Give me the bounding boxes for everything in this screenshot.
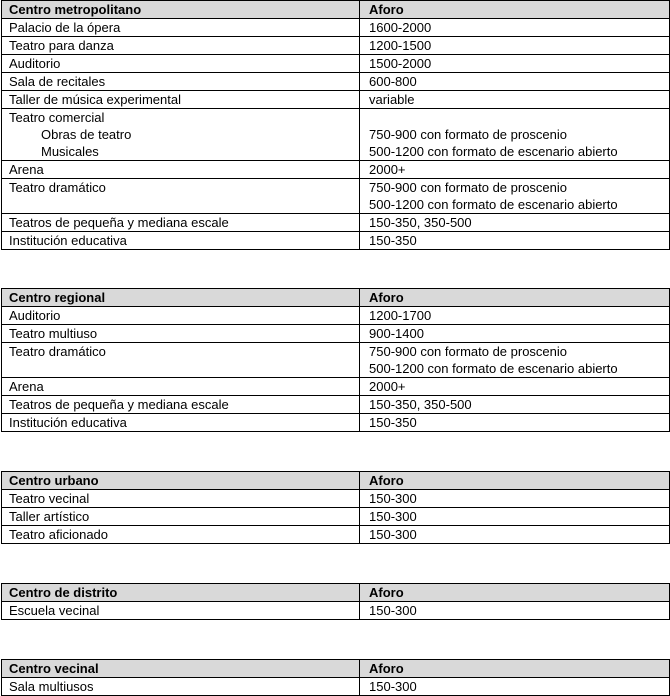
venue-cell [2, 37, 360, 55]
column-header-category: Centro urbano [2, 472, 360, 490]
capacity-table-centro-urbano [1, 471, 670, 544]
venue-label: Taller artístico [9, 509, 90, 524]
capacity-table-centro-metropolitano [1, 0, 670, 250]
venue-cell [2, 343, 360, 378]
aforo-value: 750-900 con formato de proscenio [369, 127, 568, 142]
table-row [2, 602, 670, 620]
venue-label: Escuela vecinal [9, 603, 100, 618]
table-header-row [2, 1, 670, 19]
aforo-value: 150-300 [369, 679, 417, 694]
aforo-cell [360, 179, 670, 214]
aforo-cell [360, 526, 670, 544]
aforo-cell [360, 55, 670, 73]
aforo-value: 150-350, 350-500 [369, 215, 472, 230]
aforo-value: 150-350 [369, 233, 417, 248]
aforo-cell [360, 325, 670, 343]
venue-label: Teatros de pequeña y mediana escale [9, 397, 229, 412]
venue-cell [2, 307, 360, 325]
venue-label: Sala de recitales [9, 74, 106, 89]
venue-cell [2, 179, 360, 214]
column-header-aforo: Aforo [360, 584, 670, 602]
aforo-cell [360, 343, 670, 378]
column-header-category: Centro regional [2, 289, 360, 307]
aforo-cell [360, 37, 670, 55]
venue-cell [2, 508, 360, 526]
aforo-value: 500-1200 con formato de escenario abierto [369, 361, 618, 376]
sub-venue-label: Musicales [41, 144, 99, 159]
aforo-value: 900-1400 [369, 326, 424, 341]
aforo-cell [360, 678, 670, 696]
aforo-value: 750-900 con formato de proscenio [369, 344, 568, 359]
aforo-cell [360, 414, 670, 432]
table-row [2, 325, 670, 343]
venue-cell [2, 19, 360, 37]
venue-label: Teatro para danza [9, 38, 114, 53]
venue-label: Arena [9, 379, 44, 394]
aforo-value: 150-300 [369, 603, 417, 618]
venue-label: Teatros de pequeña y mediana escale [9, 215, 229, 230]
table-row [2, 396, 670, 414]
aforo-cell [360, 232, 670, 250]
table-row [2, 307, 670, 325]
venue-label: Teatro aficionado [9, 527, 109, 542]
venue-label: Teatro dramático [9, 344, 106, 359]
venue-cell [2, 109, 360, 161]
table-row [2, 378, 670, 396]
table-row [2, 526, 670, 544]
aforo-cell [360, 19, 670, 37]
venue-label: Teatro comercial [9, 110, 105, 125]
aforo-value: 150-300 [369, 509, 417, 524]
table-row [2, 73, 670, 91]
table-row [2, 37, 670, 55]
table-row [2, 109, 670, 161]
venue-cell [2, 325, 360, 343]
venue-cell [2, 678, 360, 696]
table-row [2, 179, 670, 214]
column-header-category: Centro metropolitano [2, 1, 360, 19]
venue-label: Auditorio [9, 56, 61, 71]
aforo-value: 500-1200 con formato de escenario abierto [369, 144, 618, 159]
venue-label: Taller de música experimental [9, 92, 181, 107]
table-row [2, 508, 670, 526]
aforo-value [369, 109, 669, 126]
table-row [2, 161, 670, 179]
capacity-table-centro-vecinal [1, 659, 670, 696]
aforo-value: 150-300 [369, 527, 417, 542]
column-header-aforo: Aforo [360, 660, 670, 678]
aforo-cell [360, 396, 670, 414]
table-row [2, 55, 670, 73]
venue-label: Teatro vecinal [9, 491, 90, 506]
column-header-aforo: Aforo [360, 472, 670, 490]
column-header-aforo: Aforo [360, 289, 670, 307]
capacity-table-centro-regional [1, 288, 670, 432]
venue-cell [2, 161, 360, 179]
venue-cell [2, 526, 360, 544]
aforo-value: 600-800 [369, 74, 417, 89]
table-row [2, 414, 670, 432]
venue-label: Arena [9, 162, 44, 177]
aforo-cell [360, 91, 670, 109]
table-row [2, 490, 670, 508]
venue-cell [2, 414, 360, 432]
capacity-table-centro-de-distrito [1, 583, 670, 620]
aforo-value: 1200-1500 [369, 38, 432, 53]
venue-label: Teatro multiuso [9, 326, 98, 341]
table-row [2, 232, 670, 250]
venue-label: Institución educativa [9, 415, 127, 430]
aforo-cell [360, 161, 670, 179]
venue-cell [2, 602, 360, 620]
venue-cell [2, 378, 360, 396]
table-row [2, 678, 670, 696]
table-header-row [2, 472, 670, 490]
aforo-cell [360, 378, 670, 396]
table-row [2, 91, 670, 109]
aforo-value: 1200-1700 [369, 308, 432, 323]
aforo-value: 2000+ [369, 379, 406, 394]
table-row [2, 214, 670, 232]
aforo-value: 2000+ [369, 162, 406, 177]
venue-label: Institución educativa [9, 233, 127, 248]
table-row [2, 343, 670, 378]
column-header-category: Centro de distrito [2, 584, 360, 602]
venue-label: Teatro dramático [9, 180, 106, 195]
aforo-cell [360, 109, 670, 161]
venue-label: Palacio de la ópera [9, 20, 121, 35]
venue-cell [2, 232, 360, 250]
aforo-value: variable [369, 92, 415, 107]
venue-cell [2, 214, 360, 232]
column-header-aforo: Aforo [360, 1, 670, 19]
aforo-value: 150-350, 350-500 [369, 397, 472, 412]
venue-cell [2, 91, 360, 109]
table-row [2, 19, 670, 37]
aforo-value: 750-900 con formato de proscenio [369, 180, 568, 195]
aforo-value: 1500-2000 [369, 56, 432, 71]
venue-cell [2, 55, 360, 73]
aforo-cell [360, 214, 670, 232]
table-header-row [2, 289, 670, 307]
aforo-value: 150-300 [369, 491, 417, 506]
aforo-cell [360, 602, 670, 620]
aforo-cell [360, 307, 670, 325]
venue-cell [2, 490, 360, 508]
aforo-cell [360, 508, 670, 526]
column-header-category: Centro vecinal [2, 660, 360, 678]
table-header-row [2, 584, 670, 602]
venue-label: Auditorio [9, 308, 61, 323]
aforo-value: 1600-2000 [369, 20, 432, 35]
aforo-value: 500-1200 con formato de escenario abierto [369, 197, 618, 212]
aforo-value: 150-350 [369, 415, 417, 430]
sub-venue-label: Obras de teatro [41, 127, 132, 142]
venue-label: Sala multiusos [9, 679, 94, 694]
table-header-row [2, 660, 670, 678]
aforo-cell [360, 73, 670, 91]
venue-cell [2, 396, 360, 414]
aforo-cell [360, 490, 670, 508]
venue-cell [2, 73, 360, 91]
